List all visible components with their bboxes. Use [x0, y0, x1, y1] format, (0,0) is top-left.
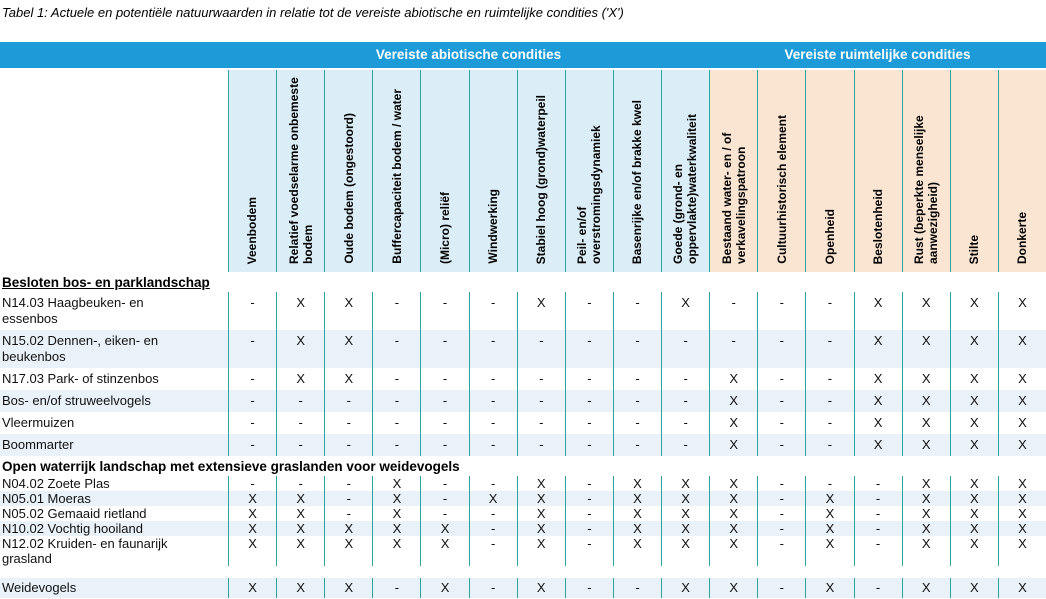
condition-not-required-mark: -	[517, 368, 565, 390]
column-header-8	[565, 70, 613, 272]
condition-not-required-mark: -	[372, 390, 420, 412]
condition-not-required-mark: -	[469, 476, 517, 491]
condition-not-required-mark: -	[420, 506, 468, 521]
condition-required-mark: X	[709, 491, 757, 506]
column-header-10	[661, 70, 709, 272]
condition-not-required-mark: -	[565, 330, 613, 368]
condition-not-required-mark: -	[420, 330, 468, 368]
condition-required-mark: X	[661, 578, 709, 598]
condition-not-required-mark: -	[757, 476, 805, 491]
condition-not-required-mark: -	[757, 521, 805, 536]
row-label-column-spacer	[0, 70, 228, 272]
condition-required-mark: X	[805, 491, 853, 506]
condition-required-mark: X	[324, 521, 372, 536]
condition-not-required-mark: -	[372, 368, 420, 390]
condition-required-mark: X	[517, 491, 565, 506]
condition-required-mark: X	[950, 578, 998, 598]
row-label: N14.03 Haagbeuken- en essenbos	[2, 295, 144, 326]
column-header-1	[228, 70, 276, 272]
condition-not-required-mark: -	[805, 368, 853, 390]
row-label: N04.02 Zoete Plas	[2, 476, 110, 491]
condition-required-mark: X	[950, 506, 998, 521]
column-header-14	[854, 70, 902, 272]
condition-required-mark: X	[902, 292, 950, 330]
row-label: N05.02 Gemaaid rietland	[2, 506, 147, 521]
condition-not-required-mark: -	[469, 506, 517, 521]
condition-not-required-mark: -	[565, 491, 613, 506]
condition-required-mark: X	[709, 536, 757, 566]
condition-not-required-mark: -	[613, 578, 661, 598]
column-header-16	[950, 70, 998, 272]
condition-required-mark: X	[228, 578, 276, 598]
condition-required-mark: X	[324, 330, 372, 368]
condition-not-required-mark: -	[805, 330, 853, 368]
condition-not-required-mark: -	[420, 390, 468, 412]
condition-not-required-mark: -	[854, 491, 902, 506]
condition-required-mark: X	[998, 390, 1046, 412]
condition-not-required-mark: -	[469, 368, 517, 390]
condition-not-required-mark: -	[469, 412, 517, 434]
condition-required-mark: X	[324, 292, 372, 330]
table-row	[0, 368, 1046, 390]
condition-required-mark: X	[998, 368, 1046, 390]
condition-not-required-mark: -	[324, 491, 372, 506]
condition-required-mark: X	[950, 412, 998, 434]
condition-required-mark: X	[517, 578, 565, 598]
condition-not-required-mark: -	[854, 578, 902, 598]
condition-required-mark: X	[420, 521, 468, 536]
column-header-label: Peil- en/of overstromingsdynamiek	[575, 125, 604, 264]
table-row	[0, 506, 1046, 521]
condition-required-mark: X	[950, 390, 998, 412]
condition-not-required-mark: -	[228, 434, 276, 456]
column-header-11	[709, 70, 757, 272]
condition-not-required-mark: -	[420, 292, 468, 330]
column-group-band	[0, 42, 1046, 68]
condition-not-required-mark: -	[854, 521, 902, 536]
condition-required-mark: X	[372, 491, 420, 506]
condition-required-mark: X	[854, 330, 902, 368]
condition-required-mark: X	[902, 434, 950, 456]
condition-not-required-mark: -	[565, 476, 613, 491]
column-header-17	[998, 70, 1046, 272]
condition-not-required-mark: -	[420, 491, 468, 506]
condition-not-required-mark: -	[276, 390, 324, 412]
condition-not-required-mark: -	[805, 434, 853, 456]
condition-not-required-mark: -	[372, 330, 420, 368]
condition-required-mark: X	[661, 476, 709, 491]
condition-not-required-mark: -	[324, 390, 372, 412]
condition-not-required-mark: -	[469, 292, 517, 330]
column-header-label: Buffercapaciteit bodem / water	[389, 89, 404, 264]
column-header-5	[420, 70, 468, 272]
row-label: Vleermuizen	[2, 415, 75, 430]
column-header-4	[372, 70, 420, 272]
column-header-row	[0, 70, 1046, 272]
condition-required-mark: X	[613, 536, 661, 566]
condition-not-required-mark: -	[757, 578, 805, 598]
column-header-label: Donkerte	[1015, 211, 1030, 264]
condition-not-required-mark: -	[757, 292, 805, 330]
condition-required-mark: X	[998, 578, 1046, 598]
condition-required-mark: X	[613, 491, 661, 506]
condition-required-mark: X	[324, 368, 372, 390]
condition-not-required-mark: -	[661, 412, 709, 434]
condition-required-mark: X	[709, 476, 757, 491]
condition-required-mark: X	[661, 491, 709, 506]
column-header-label: Veenbodem	[245, 196, 260, 264]
condition-not-required-mark: -	[565, 521, 613, 536]
condition-required-mark: X	[372, 521, 420, 536]
column-header-label: Rust (beperkte menselijke aanwezigheid)	[912, 115, 941, 264]
condition-required-mark: X	[709, 368, 757, 390]
condition-not-required-mark: -	[805, 292, 853, 330]
condition-required-mark: X	[998, 292, 1046, 330]
condition-not-required-mark: -	[420, 476, 468, 491]
condition-not-required-mark: -	[757, 506, 805, 521]
condition-not-required-mark: -	[613, 390, 661, 412]
condition-required-mark: X	[661, 292, 709, 330]
condition-required-mark: X	[854, 292, 902, 330]
condition-required-mark: X	[854, 434, 902, 456]
condition-required-mark: X	[276, 368, 324, 390]
condition-required-mark: X	[902, 368, 950, 390]
condition-not-required-mark: -	[757, 434, 805, 456]
column-header-15	[902, 70, 950, 272]
row-label: N15.02 Dennen-, eiken- en beukenbos	[2, 333, 159, 364]
condition-required-mark: X	[661, 521, 709, 536]
row-label: Bos- en/of struweelvogels	[2, 393, 151, 408]
condition-required-mark: X	[709, 521, 757, 536]
condition-not-required-mark: -	[613, 330, 661, 368]
condition-not-required-mark: -	[372, 578, 420, 598]
condition-required-mark: X	[854, 368, 902, 390]
condition-required-mark: X	[517, 521, 565, 536]
condition-not-required-mark: -	[420, 434, 468, 456]
condition-not-required-mark: -	[613, 412, 661, 434]
condition-not-required-mark: -	[565, 292, 613, 330]
condition-not-required-mark: -	[469, 536, 517, 566]
row-label: N05.01 Moeras	[2, 491, 91, 506]
row-label: Weidevogels	[2, 580, 77, 595]
condition-required-mark: X	[709, 434, 757, 456]
condition-required-mark: X	[902, 476, 950, 491]
condition-not-required-mark: -	[805, 412, 853, 434]
condition-required-mark: X	[420, 536, 468, 566]
column-header-label: (Micro) reliëf	[437, 191, 452, 264]
row-label: N10.02 Vochtig hooiland	[2, 521, 143, 536]
condition-required-mark: X	[228, 536, 276, 566]
condition-not-required-mark: -	[517, 412, 565, 434]
condition-required-mark: X	[950, 368, 998, 390]
condition-not-required-mark: -	[372, 292, 420, 330]
condition-required-mark: X	[950, 434, 998, 456]
condition-required-mark: X	[709, 506, 757, 521]
column-header-2	[276, 70, 324, 272]
condition-not-required-mark: -	[517, 390, 565, 412]
condition-not-required-mark: -	[228, 390, 276, 412]
condition-required-mark: X	[902, 491, 950, 506]
condition-required-mark: X	[998, 521, 1046, 536]
condition-required-mark: X	[228, 506, 276, 521]
condition-required-mark: X	[276, 491, 324, 506]
condition-not-required-mark: -	[565, 368, 613, 390]
condition-not-required-mark: -	[613, 292, 661, 330]
condition-required-mark: X	[902, 521, 950, 536]
row-group-1	[0, 292, 1046, 456]
condition-not-required-mark: -	[565, 412, 613, 434]
condition-not-required-mark: -	[661, 390, 709, 412]
table-row	[0, 476, 1046, 491]
condition-required-mark: X	[805, 506, 853, 521]
table-row	[0, 491, 1046, 506]
column-header-label: Cultuurhistorisch element	[774, 115, 789, 264]
row-group-header-2: Open waterrijk landschap met extensieve graslanden voor weidevogels	[2, 459, 460, 474]
condition-not-required-mark: -	[661, 434, 709, 456]
condition-not-required-mark: -	[565, 578, 613, 598]
column-header-label: Basenrijke en/of brakke kwel	[630, 99, 645, 264]
condition-required-mark: X	[372, 506, 420, 521]
condition-required-mark: X	[854, 412, 902, 434]
condition-not-required-mark: -	[661, 330, 709, 368]
column-header-label: Goede (grond- en oppervlakte)waterkwaliteit	[671, 113, 700, 264]
condition-required-mark: X	[998, 434, 1046, 456]
condition-not-required-mark: -	[469, 330, 517, 368]
row-group-2	[0, 476, 1046, 598]
table-caption: Tabel 1: Actuele en potentiële natuurwaarden in relatie tot de vereiste abiotische en ruimtelijke condities ('X')	[2, 5, 624, 20]
condition-not-required-mark: -	[805, 390, 853, 412]
condition-required-mark: X	[950, 330, 998, 368]
condition-not-required-mark: -	[420, 368, 468, 390]
condition-required-mark: X	[805, 536, 853, 566]
condition-required-mark: X	[805, 578, 853, 598]
condition-not-required-mark: -	[709, 292, 757, 330]
condition-not-required-mark: -	[613, 368, 661, 390]
condition-required-mark: X	[709, 412, 757, 434]
row-group-header-1: Besloten bos- en parklandschap	[2, 275, 210, 290]
condition-required-mark: X	[276, 506, 324, 521]
condition-required-mark: X	[902, 506, 950, 521]
condition-not-required-mark: -	[324, 506, 372, 521]
column-header-label: Windwerking	[486, 189, 501, 264]
column-header-3	[324, 70, 372, 272]
condition-required-mark: X	[228, 491, 276, 506]
column-header-label: Oude bodem (ongestoord)	[341, 113, 356, 264]
condition-not-required-mark: -	[757, 536, 805, 566]
condition-required-mark: X	[902, 412, 950, 434]
condition-required-mark: X	[902, 578, 950, 598]
row-label: Boommarter	[2, 437, 74, 452]
condition-required-mark: X	[324, 536, 372, 566]
condition-not-required-mark: -	[757, 491, 805, 506]
condition-required-mark: X	[709, 390, 757, 412]
condition-required-mark: X	[950, 491, 998, 506]
condition-required-mark: X	[324, 578, 372, 598]
condition-not-required-mark: -	[469, 521, 517, 536]
condition-required-mark: X	[709, 578, 757, 598]
condition-not-required-mark: -	[854, 476, 902, 491]
conditions-table	[0, 42, 1046, 599]
condition-required-mark: X	[517, 292, 565, 330]
condition-required-mark: X	[613, 476, 661, 491]
column-header-label: Beslotenheid	[871, 188, 885, 264]
table-row	[0, 434, 1046, 456]
column-header-label: Openheid	[822, 208, 837, 264]
condition-required-mark: X	[276, 292, 324, 330]
condition-required-mark: X	[998, 330, 1046, 368]
condition-required-mark: X	[998, 476, 1046, 491]
column-header-label: Bestaand water- en / of verkavelingspatroon	[719, 132, 748, 264]
condition-not-required-mark: -	[420, 412, 468, 434]
table-row	[0, 412, 1046, 434]
condition-not-required-mark: -	[469, 390, 517, 412]
condition-not-required-mark: -	[324, 412, 372, 434]
condition-not-required-mark: -	[854, 506, 902, 521]
condition-not-required-mark: -	[276, 476, 324, 491]
condition-required-mark: X	[902, 330, 950, 368]
condition-required-mark: X	[517, 536, 565, 566]
condition-not-required-mark: -	[228, 292, 276, 330]
condition-required-mark: X	[661, 536, 709, 566]
column-header-label: Stabiel hoog (grond)waterpeil	[534, 94, 549, 264]
condition-required-mark: X	[372, 476, 420, 491]
table-row	[0, 578, 1046, 598]
row-label: N17.03 Park- of stinzenbos	[2, 371, 159, 386]
condition-not-required-mark: -	[228, 412, 276, 434]
table-row	[0, 330, 1046, 368]
table-row	[0, 521, 1046, 536]
row-label: N12.02 Kruiden- en faunarijk grasland	[2, 536, 168, 566]
condition-required-mark: X	[902, 536, 950, 566]
column-header-13	[805, 70, 853, 272]
table-body	[0, 272, 1046, 598]
condition-not-required-mark: -	[324, 476, 372, 491]
condition-not-required-mark: -	[757, 412, 805, 434]
column-group-spatial-label: Vereiste ruimtelijke condities	[784, 47, 971, 62]
condition-not-required-mark: -	[517, 330, 565, 368]
condition-not-required-mark: -	[228, 368, 276, 390]
condition-required-mark: X	[613, 506, 661, 521]
condition-required-mark: X	[950, 476, 998, 491]
condition-required-mark: X	[950, 521, 998, 536]
condition-required-mark: X	[276, 521, 324, 536]
condition-required-mark: X	[276, 536, 324, 566]
condition-not-required-mark: -	[565, 434, 613, 456]
condition-not-required-mark: -	[469, 434, 517, 456]
condition-not-required-mark: -	[372, 412, 420, 434]
condition-required-mark: X	[998, 412, 1046, 434]
condition-required-mark: X	[372, 536, 420, 566]
condition-not-required-mark: -	[661, 368, 709, 390]
condition-not-required-mark: -	[517, 434, 565, 456]
condition-not-required-mark: -	[228, 476, 276, 491]
condition-not-required-mark: -	[276, 434, 324, 456]
condition-required-mark: X	[661, 506, 709, 521]
condition-required-mark: X	[613, 521, 661, 536]
condition-required-mark: X	[420, 578, 468, 598]
condition-required-mark: X	[902, 390, 950, 412]
condition-not-required-mark: -	[324, 434, 372, 456]
column-header-label: Stilte	[967, 234, 982, 264]
table-row	[0, 536, 1046, 566]
condition-not-required-mark: -	[757, 390, 805, 412]
condition-required-mark: X	[950, 292, 998, 330]
condition-required-mark: X	[998, 536, 1046, 566]
condition-not-required-mark: -	[805, 476, 853, 491]
condition-not-required-mark: -	[613, 434, 661, 456]
condition-not-required-mark: -	[757, 368, 805, 390]
table-row	[0, 292, 1046, 330]
condition-not-required-mark: -	[469, 578, 517, 598]
condition-required-mark: X	[228, 521, 276, 536]
condition-required-mark: X	[276, 330, 324, 368]
condition-required-mark: X	[469, 491, 517, 506]
column-header-12	[757, 70, 805, 272]
condition-not-required-mark: -	[372, 434, 420, 456]
condition-required-mark: X	[517, 476, 565, 491]
condition-not-required-mark: -	[565, 536, 613, 566]
condition-required-mark: X	[998, 506, 1046, 521]
column-header-7	[517, 70, 565, 272]
column-header-6	[469, 70, 517, 272]
condition-required-mark: X	[950, 536, 998, 566]
table-row	[0, 390, 1046, 412]
condition-required-mark: X	[517, 506, 565, 521]
condition-not-required-mark: -	[276, 412, 324, 434]
condition-not-required-mark: -	[854, 536, 902, 566]
condition-required-mark: X	[276, 578, 324, 598]
condition-not-required-mark: -	[757, 330, 805, 368]
condition-not-required-mark: -	[709, 330, 757, 368]
column-group-abiotic-label: Vereiste abiotische condities	[375, 47, 562, 62]
column-header-label: Relatief voedselarme onbemeste bodem	[286, 77, 315, 264]
column-header-9	[613, 70, 661, 272]
condition-required-mark: X	[854, 390, 902, 412]
condition-not-required-mark: -	[565, 390, 613, 412]
condition-not-required-mark: -	[228, 330, 276, 368]
condition-not-required-mark: -	[565, 506, 613, 521]
condition-required-mark: X	[805, 521, 853, 536]
condition-required-mark: X	[998, 491, 1046, 506]
